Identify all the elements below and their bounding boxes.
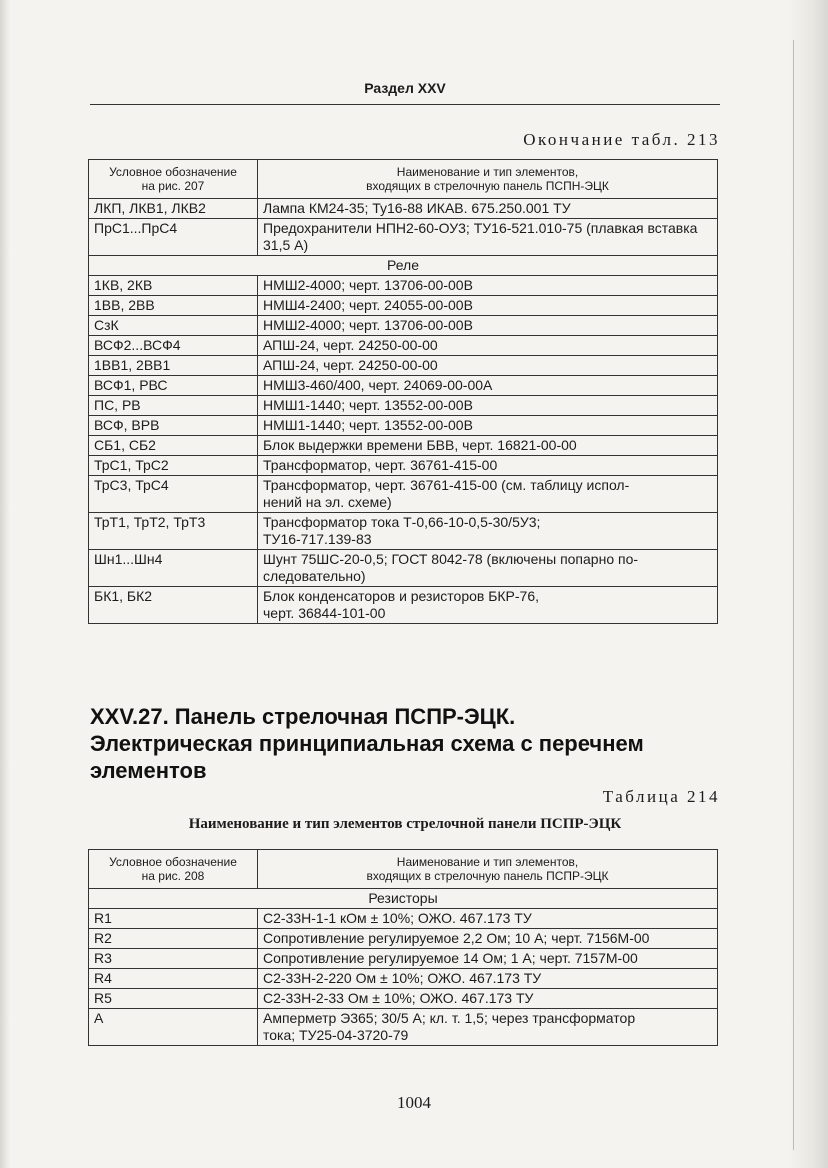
designation-cell: ТрС3, ТрС4 bbox=[89, 476, 258, 513]
name-type-cell: НМШ1-1440; черт. 13552-00-00В bbox=[258, 396, 718, 416]
table-row bbox=[89, 396, 718, 416]
table-row bbox=[89, 416, 718, 436]
name-type-cell: С2-33Н-2-33 Ом ± 10%; ОЖО. 467.173 ТУ bbox=[258, 989, 718, 1009]
section-heading: XXV.27. Панель стрелочная ПСПР-ЭЦК. Электрическая принципиальная схема с перечнем элементов bbox=[90, 704, 644, 783]
designation-cell: БК1, БК2 bbox=[89, 587, 258, 624]
designation-cell: R3 bbox=[89, 949, 258, 969]
table-row bbox=[89, 276, 718, 296]
section-label: Реле bbox=[89, 256, 718, 276]
designation-cell: R5 bbox=[89, 989, 258, 1009]
name-type-cell: НМШ4-2400; черт. 24055-00-00В bbox=[258, 296, 718, 316]
designation-cell: R2 bbox=[89, 929, 258, 949]
name-type-cell: НМШ2-4000; черт. 13706-00-00В bbox=[258, 316, 718, 336]
name-type-cell: Амперметр Э365; 30/5 А; кл. т. 1,5; через трансформатор тока; ТУ25-04-3720-79 bbox=[258, 1009, 718, 1046]
name-type-cell: С2-33Н-1-1 кОм ± 10%; ОЖО. 467.173 ТУ bbox=[258, 909, 718, 929]
page-number: 1004 bbox=[397, 1093, 431, 1112]
page-edge-left bbox=[0, 0, 10, 1168]
designation-cell: ТрТ1, ТрТ2, ТрТ3 bbox=[89, 513, 258, 550]
table-214 bbox=[88, 849, 718, 1046]
table-row bbox=[89, 909, 718, 929]
table-row bbox=[89, 587, 718, 624]
name-type-cell: НМШ2-4000; черт. 13706-00-00В bbox=[258, 276, 718, 296]
table-row bbox=[89, 436, 718, 456]
table-213 bbox=[88, 159, 718, 624]
name-type-cell: Сопротивление регулируемое 14 Ом; 1 А; черт. 7157М-00 bbox=[258, 949, 718, 969]
table-row bbox=[89, 219, 718, 256]
header-cell-name-type: Наименование и тип элементов, входящих в стрелочную панель ПСПР-ЭЦК bbox=[258, 850, 718, 889]
header-cell-designation: Условное обозначение на рис. 208 bbox=[89, 850, 258, 889]
designation-cell: 1ВВ1, 2ВВ1 bbox=[89, 356, 258, 376]
designation-cell: R4 bbox=[89, 969, 258, 989]
name-type-cell: С2-33Н-2-220 Ом ± 10%; ОЖО. 467.173 ТУ bbox=[258, 969, 718, 989]
name-type-cell: АПШ-24, черт. 24250-00-00 bbox=[258, 356, 718, 376]
designation-cell: ПС, РВ bbox=[89, 396, 258, 416]
name-type-cell: Трансформатор, черт. 36761-415-00 (см. таблицу испол- нений на эл. схеме) bbox=[258, 476, 718, 513]
designation-cell: 1ВВ, 2ВВ bbox=[89, 296, 258, 316]
table-row bbox=[89, 376, 718, 396]
designation-cell: Шн1...Шн4 bbox=[89, 550, 258, 587]
running-head: Раздел XXV bbox=[364, 80, 446, 96]
designation-cell: ЛКП, ЛКВ1, ЛКВ2 bbox=[89, 199, 258, 219]
designation-cell: ВСФ2...ВСФ4 bbox=[89, 336, 258, 356]
name-type-cell: Предохранители НПН2-60-ОУ3; ТУ16-521.010-75 (плавкая вставка 31,5 А) bbox=[258, 219, 718, 256]
section-row bbox=[89, 889, 718, 909]
name-type-cell: НМШ1-1440; черт. 13552-00-00В bbox=[258, 416, 718, 436]
name-type-cell: Лампа КМ24-35; Ту16-88 ИКАВ. 675.250.001 ТУ bbox=[258, 199, 718, 219]
name-type-cell: Шунт 75ШС-20-0,5; ГОСТ 8042-78 (включены попарно по- следовательно) bbox=[258, 550, 718, 587]
name-type-cell: НМШ3-460/400, черт. 24069-00-00А bbox=[258, 376, 718, 396]
designation-cell: СзК bbox=[89, 316, 258, 336]
designation-cell: ВСФ, ВРВ bbox=[89, 416, 258, 436]
name-type-cell: Блок конденсаторов и резисторов БКР-76, черт. 36844-101-00 bbox=[258, 587, 718, 624]
table-row bbox=[89, 550, 718, 587]
designation-cell: 1КВ, 2КВ bbox=[89, 276, 258, 296]
table-row bbox=[89, 456, 718, 476]
table-header-row bbox=[89, 850, 718, 889]
table-header-row bbox=[89, 160, 718, 199]
table-row bbox=[89, 513, 718, 550]
designation-cell: СБ1, СБ2 bbox=[89, 436, 258, 456]
binding-line bbox=[793, 40, 794, 1150]
table-row bbox=[89, 316, 718, 336]
table-row bbox=[89, 969, 718, 989]
name-type-cell: Блок выдержки времени БВВ, черт. 16821-00-00 bbox=[258, 436, 718, 456]
designation-cell: ВСФ1, РВС bbox=[89, 376, 258, 396]
table-214-caption: Таблица 214 bbox=[602, 787, 720, 806]
table-row bbox=[89, 929, 718, 949]
header-cell-designation: Условное обозначение на рис. 207 bbox=[89, 160, 258, 199]
table-row bbox=[89, 949, 718, 969]
name-type-cell: Трансформатор тока Т-0,66-10-0,5-30/5У3; ТУ16-717.139-83 bbox=[258, 513, 718, 550]
table-row bbox=[89, 199, 718, 219]
name-type-cell: АПШ-24, черт. 24250-00-00 bbox=[258, 336, 718, 356]
header-rule bbox=[90, 104, 720, 105]
table-row bbox=[89, 476, 718, 513]
designation-cell: А bbox=[89, 1009, 258, 1046]
table-row bbox=[89, 296, 718, 316]
name-type-cell: Трансформатор, черт. 36761-415-00 bbox=[258, 456, 718, 476]
designation-cell: ПрС1...ПрС4 bbox=[89, 219, 258, 256]
section-row bbox=[89, 256, 718, 276]
table-214-title: Наименование и тип элементов стрелочной панели ПСПР-ЭЦК bbox=[188, 816, 622, 832]
page-edge-right bbox=[788, 0, 828, 1168]
section-label: Резисторы bbox=[89, 889, 718, 909]
table-row bbox=[89, 356, 718, 376]
table-row bbox=[89, 1009, 718, 1046]
designation-cell: R1 bbox=[89, 909, 258, 929]
designation-cell: ТрС1, ТрС2 bbox=[89, 456, 258, 476]
header-cell-name-type: Наименование и тип элементов, входящих в стрелочную панель ПСПН-ЭЦК bbox=[258, 160, 718, 199]
table-row bbox=[89, 989, 718, 1009]
name-type-cell: Сопротивление регулируемое 2,2 Ом; 10 А; черт. 7156М-00 bbox=[258, 929, 718, 949]
table-row bbox=[89, 336, 718, 356]
table-213-caption: Окончание табл. 213 bbox=[523, 130, 720, 149]
